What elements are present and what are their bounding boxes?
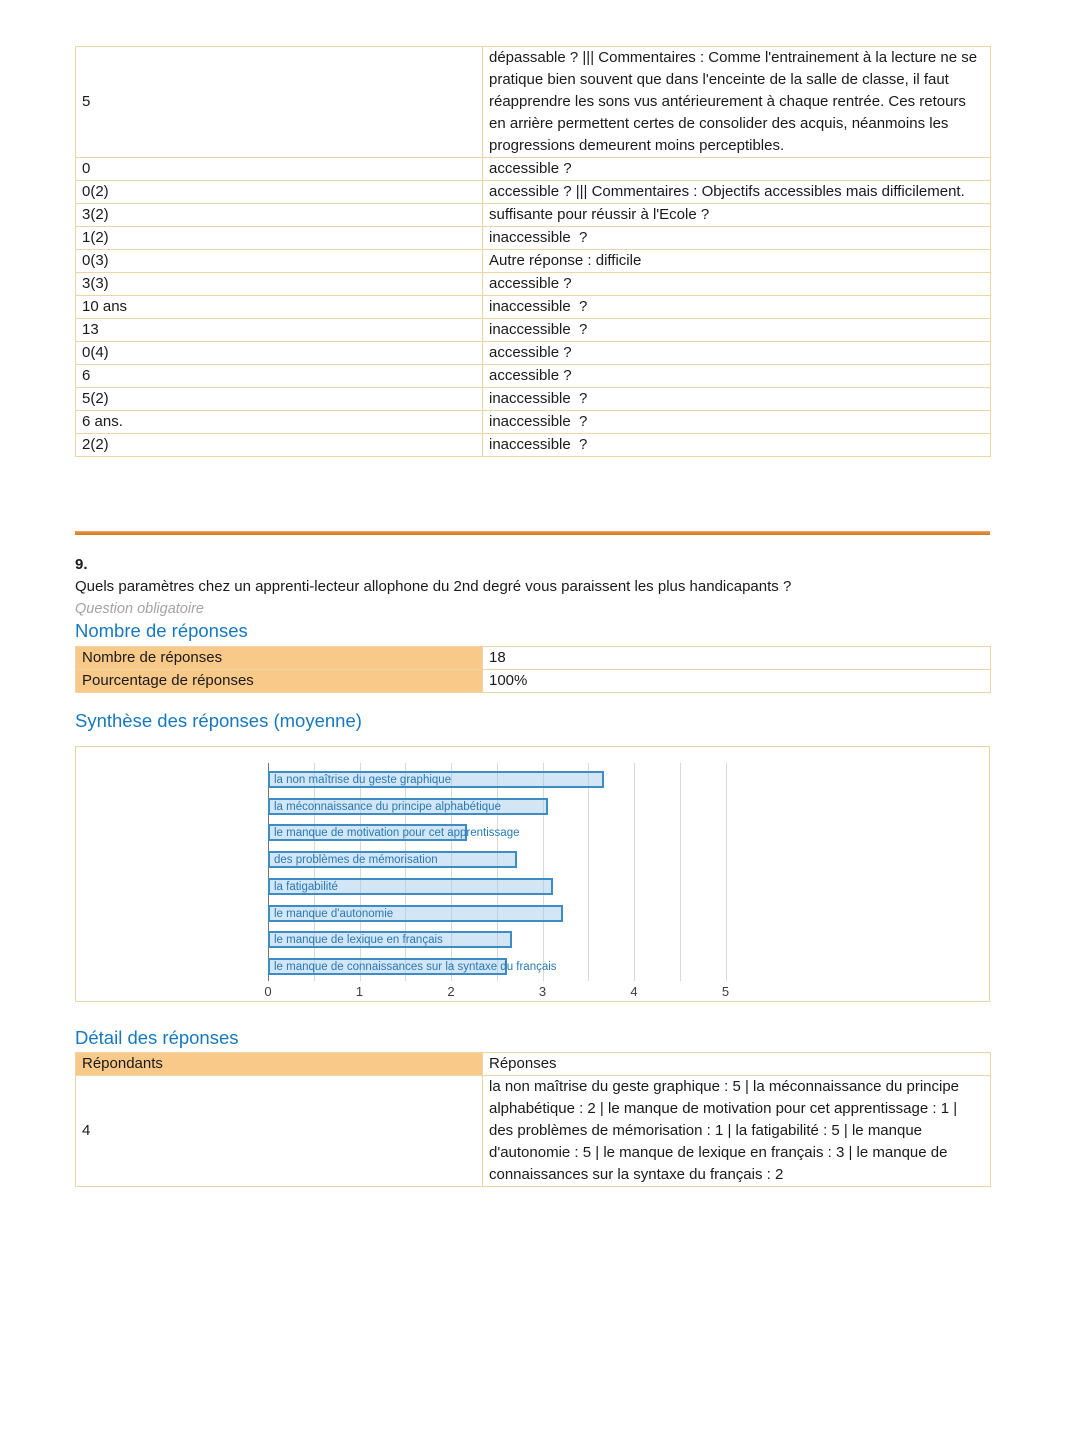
table-row	[76, 273, 991, 296]
bar	[268, 878, 553, 895]
detail-heading: Détail des réponses	[75, 1027, 239, 1048]
response-cell: inaccessible ?	[483, 388, 991, 411]
report-page	[75, 0, 990, 1442]
stats-table	[75, 646, 991, 693]
x-tick-label: 5	[721, 984, 730, 999]
gridline	[543, 763, 544, 981]
table-row	[76, 227, 991, 250]
detail-col-respondents: Répondants	[76, 1053, 483, 1076]
stats-label-cell: Nombre de réponses	[76, 647, 483, 670]
bar	[268, 931, 512, 948]
gridline	[405, 763, 406, 981]
response-cell: Autre réponse : difficile	[483, 250, 991, 273]
response-cell: inaccessible ?	[483, 411, 991, 434]
response-cell: accessible ?	[483, 365, 991, 388]
gridline	[451, 763, 452, 981]
response-cell: accessible ?	[483, 273, 991, 296]
gridline	[497, 763, 498, 981]
bar	[268, 771, 604, 788]
bar	[268, 851, 517, 868]
bar-chart-plot-area	[76, 747, 989, 1001]
stats-value-cell: 18	[483, 647, 991, 670]
table-row	[76, 181, 991, 204]
respondent-cell: 0(3)	[76, 250, 483, 273]
table-row	[76, 411, 991, 434]
detail-header-row	[76, 1053, 991, 1076]
bar-chart	[75, 746, 990, 1002]
table-row	[76, 296, 991, 319]
response-cell: inaccessible ?	[483, 227, 991, 250]
bar-category-label: le manque de connaissances sur la syntaxe du français	[274, 960, 557, 973]
gridline	[588, 763, 589, 981]
response-cell: suffisante pour réussir à l'Ecole ?	[483, 204, 991, 227]
x-tick-label: 3	[538, 984, 547, 999]
bar-category-label: la fatigabilité	[274, 880, 338, 893]
section-divider	[75, 531, 990, 535]
detail-table	[75, 1052, 991, 1187]
stats-row	[76, 670, 991, 693]
bar-category-label: le manque d'autonomie	[274, 907, 394, 920]
table-row	[76, 158, 991, 181]
table-row	[76, 319, 991, 342]
respondent-cell: 3(3)	[76, 273, 483, 296]
detail-col-responses: Réponses	[483, 1053, 991, 1076]
respondent-cell: 2(2)	[76, 434, 483, 457]
respondent-cell: 5(2)	[76, 388, 483, 411]
bar	[268, 905, 563, 922]
question-required-label: Question obligatoire	[75, 601, 204, 617]
respondent-cell: 6 ans.	[76, 411, 483, 434]
x-tick-label: 1	[355, 984, 364, 999]
respondent-cell: 6	[76, 365, 483, 388]
respondent-cell: 10 ans	[76, 296, 483, 319]
table-row	[76, 204, 991, 227]
table-row	[76, 250, 991, 273]
gridline	[360, 763, 361, 981]
bar-category-label: le manque de lexique en français	[274, 933, 443, 946]
question-number: 9.	[75, 556, 88, 573]
x-tick-label: 0	[264, 984, 272, 999]
gridline	[314, 763, 315, 981]
respondent-cell: 1(2)	[76, 227, 483, 250]
gridline	[726, 763, 727, 981]
respondent-cell: 13	[76, 319, 483, 342]
detail-row	[76, 1076, 991, 1187]
y-axis-line	[268, 763, 269, 981]
responses-continuation-table	[75, 46, 991, 457]
table-row	[76, 365, 991, 388]
stats-label-cell: Pourcentage de réponses	[76, 670, 483, 693]
table-row	[76, 388, 991, 411]
response-cell: inaccessible ?	[483, 434, 991, 457]
stats-value-cell: 100%	[483, 670, 991, 693]
response-cell: accessible ?	[483, 342, 991, 365]
gridline	[680, 763, 681, 981]
bar	[268, 958, 557, 975]
response-cell: inaccessible ?	[483, 319, 991, 342]
bar-category-label: le manque de motivation pour cet apprentissage	[274, 826, 520, 839]
bar-category-label: la méconnaissance du principe alphabétique	[274, 800, 501, 813]
response-cell: dépassable ? ||| Commentaires : Comme l'entrainement à la lecture ne se pratique bien souvent que dans l'enceinte de la salle de classe, il faut réapprendre les sons vus antérieurement à chaque rentrée. Ces retours en arrière permettent certes de consolider des acquis, néanmoins les progressions demeurent moins perceptibles.	[483, 47, 991, 158]
chart-heading: Synthèse des réponses (moyenne)	[75, 710, 362, 731]
response-cell: accessible ?	[483, 158, 991, 181]
bar	[268, 798, 548, 815]
respondent-cell: 5	[76, 47, 483, 158]
stats-row	[76, 647, 991, 670]
gridline	[634, 763, 635, 981]
respondent-cell: 3(2)	[76, 204, 483, 227]
detail-answer-cell: la non maîtrise du geste graphique : 5 | la méconnaissance du principe alphabétique : 2 | le manque de motivation pour cet apprentissage : 1 | des problèmes de mémorisation : 1 | la fatigabilité : 5 | le manque d'autonomie : 5 | le manque de lexique en français : 3 | le manque de connaissances sur la syntaxe du français : 2	[483, 1076, 991, 1187]
x-tick-label: 2	[447, 984, 455, 999]
bar-category-label: la non maîtrise du geste graphique	[274, 773, 452, 786]
bar	[268, 824, 520, 841]
question-text: Quels paramètres chez un apprenti-lecteur allophone du 2nd degré vous paraissent les plus handicapants ?	[75, 578, 792, 595]
respondent-cell: 0	[76, 158, 483, 181]
stats-heading: Nombre de réponses	[75, 620, 248, 641]
x-tick-label: 4	[630, 984, 638, 999]
respondent-cell: 0(4)	[76, 342, 483, 365]
table-row	[76, 342, 991, 365]
bar-category-label: des problèmes de mémorisation	[274, 853, 438, 866]
detail-respondent-cell: 4	[76, 1076, 483, 1187]
respondent-cell: 0(2)	[76, 181, 483, 204]
response-cell: accessible ? ||| Commentaires : Objectifs accessibles mais difficilement.	[483, 181, 991, 204]
table-row	[76, 47, 991, 158]
table-row	[76, 434, 991, 457]
response-cell: inaccessible ?	[483, 296, 991, 319]
